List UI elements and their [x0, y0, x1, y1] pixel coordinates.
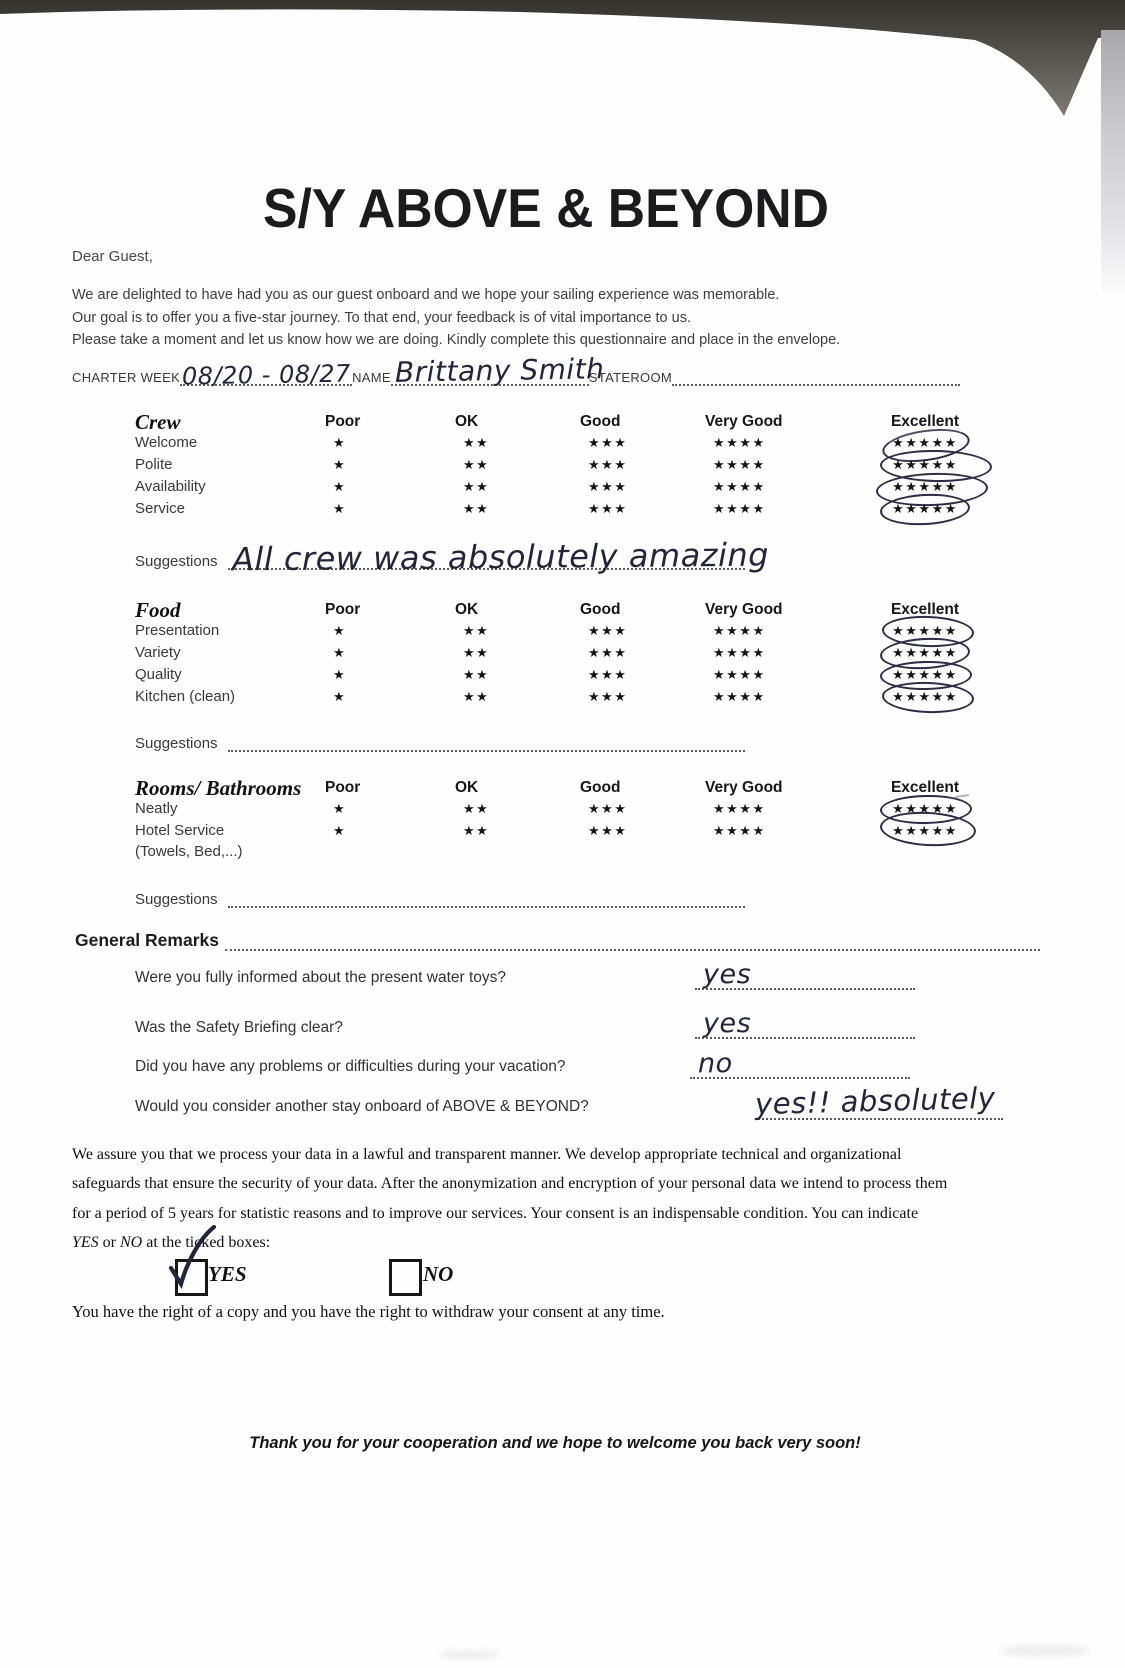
rating-poor: ★	[333, 623, 347, 638]
question-another-stay: Would you consider another stay onboard of ABOVE & BEYOND?	[135, 1098, 589, 1115]
row-label: Presentation	[135, 622, 220, 639]
rating-ok: ★★	[463, 645, 490, 660]
row-label-line2: (Towels, Bed,...)	[135, 843, 243, 860]
rating-good: ★★★	[588, 667, 628, 682]
rating-poor: ★	[333, 689, 347, 704]
rating-good: ★★★	[588, 479, 628, 494]
rating-excellent-circled: ★★★★★	[865, 686, 985, 708]
column-header-poor: Poor	[325, 601, 361, 618]
section-title-rooms: Rooms/ Bathrooms	[135, 776, 302, 800]
scan-smudge	[440, 1650, 500, 1659]
suggestions-label: Suggestions	[135, 553, 218, 570]
suggestions-label: Suggestions	[135, 735, 218, 752]
rating-poor: ★	[333, 801, 347, 816]
answer-handwriting: yes!! absolutely	[754, 1080, 996, 1122]
rating-excellent-circled: ★★★★★	[865, 432, 985, 454]
name-field	[391, 352, 605, 389]
data-consent-paragraph	[72, 1140, 1012, 1258]
consent-line: for a period of 5 years for statistic reasons and to improve our services. Your consent is an indispensable condition. You can indicate	[72, 1204, 919, 1222]
rating-very-good: ★★★★	[713, 501, 766, 516]
intro-line: We are delighted to have had you as our guest onboard and we hope your sailing experience was memorable.	[72, 287, 780, 303]
withdraw-consent-text: You have the right of a copy and you have the right to withdraw your consent at any time.	[72, 1302, 665, 1321]
row-label: Service	[135, 500, 186, 517]
rooms-rating-table	[135, 776, 985, 860]
rating-ok: ★★	[463, 501, 490, 516]
column-header-poor: Poor	[325, 413, 361, 430]
rating-poor: ★	[333, 479, 347, 494]
rating-very-good: ★★★★	[713, 823, 766, 838]
rating-ok: ★★	[463, 457, 490, 472]
thank-you-message: Thank you for your cooperation and we hope to welcome you back very soon!	[249, 1434, 861, 1452]
column-header-good: Good	[580, 779, 621, 796]
answer-another-stay	[754, 1080, 1003, 1122]
general-remarks-field	[225, 933, 1040, 951]
answer-handwriting: yes	[703, 1008, 752, 1039]
column-header-very-good: Very Good	[705, 601, 783, 618]
rating-very-good: ★★★★	[713, 645, 766, 660]
rating-very-good: ★★★★	[713, 667, 766, 682]
rating-ok: ★★	[463, 479, 490, 494]
rating-good: ★★★	[588, 823, 628, 838]
crew-suggestions-row	[135, 535, 769, 579]
yes-word-italic: YES	[72, 1234, 99, 1252]
answer-handwriting: no	[698, 1048, 733, 1079]
answer-water-toys	[695, 959, 915, 990]
scan-smudge	[1000, 1645, 1090, 1657]
intro-line: Our goal is to offer you a five-star journey. To that end, your feedback is of vital importance to us.	[72, 309, 691, 326]
name-label: NAME	[352, 370, 391, 385]
charter-week-field	[180, 359, 352, 391]
name-handwriting: Brittany Smith	[394, 352, 605, 389]
rating-ok: ★★	[463, 823, 490, 838]
rating-excellent-circled: ★★★★★	[865, 798, 985, 820]
column-header-excellent: Excellent	[890, 779, 960, 796]
consent-line	[72, 1228, 1012, 1257]
row-label: Polite	[135, 456, 173, 473]
column-header-excellent: Excellent	[890, 413, 960, 430]
rooms-suggestions-row	[135, 886, 745, 908]
crew-suggestions-handwriting: All crew was absolutely amazing	[231, 535, 769, 579]
rating-good: ★★★	[588, 801, 628, 816]
rooms-suggestions-field	[228, 886, 745, 908]
column-header-excellent: Excellent	[890, 601, 960, 618]
answer-safety-briefing	[695, 1008, 915, 1039]
rating-good: ★★★	[588, 457, 628, 472]
row-label: Variety	[135, 644, 181, 661]
charter-week-handwriting: 08/20 - 08/27	[181, 359, 352, 391]
column-header-good: Good	[580, 601, 621, 618]
no-word-italic: NO	[120, 1234, 143, 1252]
question-problems: Did you have any problems or difficulties during your vacation?	[135, 1058, 566, 1075]
rating-good: ★★★	[588, 623, 628, 638]
charter-header-row	[72, 352, 960, 391]
rating-poor: ★	[333, 645, 347, 660]
general-remarks-header	[75, 930, 1040, 951]
charter-week-label: CHARTER WEEK	[72, 370, 181, 385]
column-header-very-good: Very Good	[705, 779, 783, 796]
crew-suggestions-field	[228, 535, 769, 579]
column-header-very-good: Very Good	[705, 413, 783, 430]
intro-paragraph	[72, 284, 840, 352]
rating-poor: ★	[333, 667, 347, 682]
rating-excellent-circled: ★★★★★	[865, 642, 985, 664]
yes-checkbox-label: YES	[208, 1262, 247, 1286]
yes-checkbox	[175, 1259, 208, 1296]
rating-excellent-circled: ★★★★★	[865, 664, 985, 686]
rating-good: ★★★	[588, 689, 628, 704]
stateroom-label: STATEROOM	[588, 370, 672, 385]
section-title-crew: Crew	[135, 410, 181, 434]
no-checkbox	[389, 1259, 422, 1296]
rating-ok: ★★	[463, 689, 490, 704]
row-label: Availability	[135, 478, 206, 495]
answer-problems	[690, 1048, 910, 1079]
rating-excellent-circled: ★★★★★	[865, 620, 985, 642]
suggestions-label: Suggestions	[135, 891, 218, 908]
stateroom-field	[672, 360, 960, 386]
rating-very-good: ★★★★	[713, 623, 766, 638]
row-label: Welcome	[135, 434, 198, 451]
rating-ok: ★★	[463, 667, 490, 682]
rating-poor: ★	[333, 457, 347, 472]
scan-edge-shadow	[0, 0, 1125, 130]
rating-ok: ★★	[463, 435, 490, 450]
rating-poor: ★	[333, 435, 347, 450]
column-header-ok: OK	[455, 413, 479, 430]
row-label: Quality	[135, 666, 182, 683]
rating-poor: ★	[333, 501, 347, 516]
column-header-ok: OK	[455, 601, 479, 618]
rating-very-good: ★★★★	[713, 801, 766, 816]
food-suggestions-field	[228, 730, 745, 752]
crew-rating-table	[135, 410, 985, 520]
rating-excellent-circled: ★★★★★	[865, 476, 985, 498]
no-checkbox-label: NO	[423, 1262, 454, 1286]
rating-very-good: ★★★★	[713, 457, 766, 472]
rating-good: ★★★	[588, 501, 628, 516]
column-header-ok: OK	[455, 779, 479, 796]
column-header-good: Good	[580, 413, 621, 430]
rating-ok: ★★	[463, 623, 490, 638]
rating-good: ★★★	[588, 435, 628, 450]
rating-very-good: ★★★★	[713, 435, 766, 450]
question-safety-briefing: Was the Safety Briefing clear?	[135, 1019, 343, 1036]
page-title: S/Y ABOVE & BEYOND	[263, 177, 829, 239]
rating-excellent-circled: ★★★★★	[865, 820, 985, 842]
consent-tail: at the ticked boxes:	[142, 1234, 271, 1252]
scan-page-edge	[1101, 30, 1125, 298]
row-label	[135, 820, 325, 864]
rating-good: ★★★	[588, 645, 628, 660]
salutation: Dear Guest,	[72, 248, 153, 265]
rating-very-good: ★★★★	[713, 479, 766, 494]
column-header-poor: Poor	[325, 779, 361, 796]
rating-very-good: ★★★★	[713, 689, 766, 704]
rating-ok: ★★	[463, 801, 490, 816]
rating-excellent-circled: ★★★★★	[865, 498, 985, 520]
food-suggestions-row	[135, 730, 745, 752]
row-label: Kitchen (clean)	[135, 688, 236, 705]
rating-excellent-circled: ★★★★★	[865, 454, 985, 476]
or-word: or	[98, 1234, 120, 1252]
row-label-line1: Hotel Service	[135, 822, 225, 839]
row-label: Neatly	[135, 800, 178, 817]
question-water-toys: Were you fully informed about the present water toys?	[135, 969, 507, 986]
food-rating-table	[135, 598, 985, 708]
general-remarks-label: General Remarks	[75, 930, 219, 950]
intro-line: Please take a moment and let us know how we are doing. Kindly complete this questionnaire and place in the envelope.	[72, 332, 841, 348]
section-title-food: Food	[135, 598, 181, 622]
answer-handwriting: yes	[703, 959, 752, 990]
consent-line: safeguards that ensure the security of your data. After the anonymization and encryption of your personal data we intend to process them	[72, 1175, 948, 1193]
rating-poor: ★	[333, 823, 347, 838]
consent-line: We assure you that we process your data in a lawful and transparent manner. We develop appropriate technical and organizational	[72, 1146, 902, 1163]
